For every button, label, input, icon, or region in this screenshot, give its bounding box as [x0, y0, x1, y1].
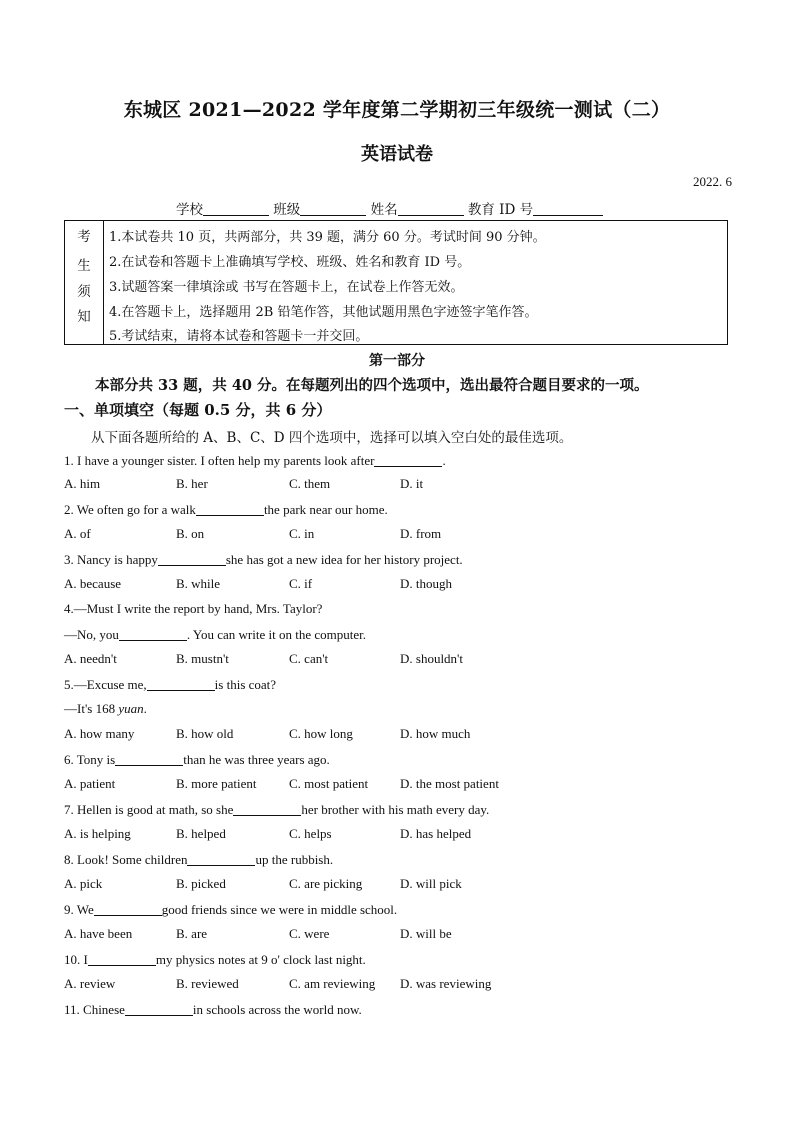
option-b: B. picked [176, 876, 226, 891]
id-label: 教育 ID 号 [467, 202, 534, 218]
school-label: 学校 [176, 202, 203, 218]
notice-label-char: 须 [77, 284, 91, 300]
question-text: 8. Look! Some children [64, 852, 188, 867]
option-c: C. how long [289, 726, 353, 741]
answer-blank [88, 951, 156, 966]
option-d: D. the most patient [400, 776, 499, 791]
question-3 [64, 551, 463, 568]
question-text: 3. Nancy is happy [64, 552, 158, 567]
student-info-line [176, 198, 603, 218]
option-a: A. because [64, 576, 122, 591]
question-text-italic: yuan [118, 701, 144, 716]
option-a: A. needn't [64, 651, 117, 666]
question-text: up the rubbish. [255, 852, 334, 867]
answer-blank [147, 676, 215, 691]
question-1 [64, 452, 446, 469]
question-text: 9. We [64, 902, 94, 917]
notice-item: 3.试题答案一律填涂或 书写在答题卡上，在试卷上作答无效。 [109, 280, 464, 295]
question-text: her brother with his math every day. [301, 802, 490, 817]
question-text: —It's 168 [64, 701, 119, 716]
answer-blank [158, 551, 226, 566]
question-text: good friends since we were in middle school. [161, 902, 398, 917]
option-d: D. has helped [400, 826, 472, 841]
option-a: A. is helping [64, 826, 131, 841]
question-text: the park near our home. [263, 502, 388, 517]
question-text: 10. I [64, 952, 88, 967]
answer-blank [374, 452, 442, 467]
option-d: D. will pick [400, 876, 462, 891]
question-10 [64, 951, 366, 968]
option-b: B. more patient [176, 776, 257, 791]
name-label: 姓名 [370, 202, 398, 218]
option-c: C. in [289, 526, 315, 541]
option-d: D. from [400, 526, 442, 541]
answer-blank [115, 751, 183, 766]
option-b: B. mustn't [176, 651, 229, 666]
option-d: D. will be [400, 926, 452, 941]
class-blank [300, 201, 366, 216]
question-text: . You can write it on the computer. [186, 627, 366, 642]
option-c: C. were [289, 926, 330, 941]
exam-title: 东城区 2021—2022 学年度第二学期初三年级统一测试（二） [123, 99, 671, 121]
option-c: C. if [289, 576, 313, 591]
question-text: 1. I have a younger sister. I often help my parents look after [64, 453, 375, 468]
question-text: than he was three years ago. [183, 752, 330, 767]
notice-label-char: 考 [77, 229, 91, 245]
notice-label-char: 知 [77, 309, 91, 325]
question-text: . [143, 701, 147, 716]
option-d: D. shouldn't [400, 651, 464, 666]
question-6 [64, 751, 330, 768]
option-c: C. am reviewing [289, 976, 376, 991]
notice-item: 5.考试结束，请将本试卷和答题卡一并交回。 [109, 329, 369, 344]
question-4: 4.—Must I write the report by hand, Mrs. Taylor? [64, 601, 323, 616]
question-4-reply [64, 626, 366, 643]
exam-notice-box [64, 220, 728, 345]
exam-date: 2022. 6 [693, 174, 732, 189]
option-d: D. how much [400, 726, 471, 741]
option-a: A. of [64, 526, 91, 541]
notice-label-column [65, 221, 104, 344]
option-b: B. are [176, 926, 208, 941]
option-d: D. it [400, 476, 424, 491]
question-text: is this coat? [214, 677, 277, 692]
class-label: 班级 [273, 202, 301, 218]
option-a: A. patient [64, 776, 116, 791]
answer-blank [196, 501, 264, 516]
notice-item: 2.在试卷和答题卡上准确填写学校、班级、姓名和教育 ID 号。 [109, 255, 471, 270]
section-title: 一、单项填空（每题 0.5 分，共 6 分） [64, 401, 332, 419]
question-text: 7. Hellen is good at math, so she [64, 802, 234, 817]
option-a: A. him [64, 476, 101, 491]
question-text: 2. We often go for a walk [64, 502, 196, 517]
option-c: C. most patient [289, 776, 369, 791]
notice-item: 1.本试卷共 10 页，共两部分，共 39 题，满分 60 分。考试时间 90 分钟。 [109, 230, 546, 245]
question-9 [64, 901, 397, 918]
option-a: A. review [64, 976, 116, 991]
question-8 [64, 851, 333, 868]
section-instruction: 从下面各题所给的 A、B、C、D 四个选项中，选择可以填入空白处的最佳选项。 [91, 430, 573, 446]
question-text: 11. Chinese [64, 1002, 125, 1017]
question-text: 5.—Excuse me, [64, 677, 147, 692]
question-text: in schools across the world now. [192, 1002, 362, 1017]
option-b: B. reviewed [176, 976, 239, 991]
option-b: B. her [176, 476, 208, 491]
question-5-reply [64, 701, 147, 717]
option-c: C. can't [289, 651, 329, 666]
notice-label-char: 生 [77, 258, 91, 274]
option-a: A. pick [64, 876, 103, 891]
option-b: B. while [176, 576, 221, 591]
question-text: —No, you [64, 627, 119, 642]
school-blank [203, 201, 269, 216]
option-b: B. helped [176, 826, 226, 841]
question-5 [64, 676, 276, 693]
question-text: 6. Tony is [64, 752, 116, 767]
option-a: A. how many [64, 726, 135, 741]
part-one-title: 第一部分 [369, 353, 425, 369]
id-blank [533, 201, 603, 216]
question-text: my physics notes at 9 o' clock last night. [155, 952, 366, 967]
question-text: she has got a new idea for her history project. [225, 552, 463, 567]
option-c: C. them [289, 476, 331, 491]
option-b: B. how old [176, 726, 234, 741]
option-d: D. though [400, 576, 452, 591]
option-d: D. was reviewing [400, 976, 492, 991]
question-text: . [442, 453, 446, 468]
option-c: C. helps [289, 826, 332, 841]
notice-item: 4.在答题卡上，选择题用 2B 铅笔作答，其他试题用黑色字迹签字笔作答。 [109, 305, 538, 320]
answer-blank [94, 901, 162, 916]
answer-blank [125, 1001, 193, 1016]
part-one-description: 本部分共 33 题，共 40 分。在每题列出的四个选项中，选出最符合题目要求的一项。 [95, 377, 649, 394]
answer-blank [119, 626, 187, 641]
question-7 [64, 801, 489, 818]
answer-blank [233, 801, 301, 816]
option-a: A. have been [64, 926, 133, 941]
question-11 [64, 1001, 362, 1018]
option-c: C. are picking [289, 876, 363, 891]
answer-blank [187, 851, 255, 866]
option-b: B. on [176, 526, 205, 541]
question-2 [64, 501, 388, 518]
name-blank [398, 201, 464, 216]
exam-subtitle: 英语试卷 [361, 144, 433, 165]
